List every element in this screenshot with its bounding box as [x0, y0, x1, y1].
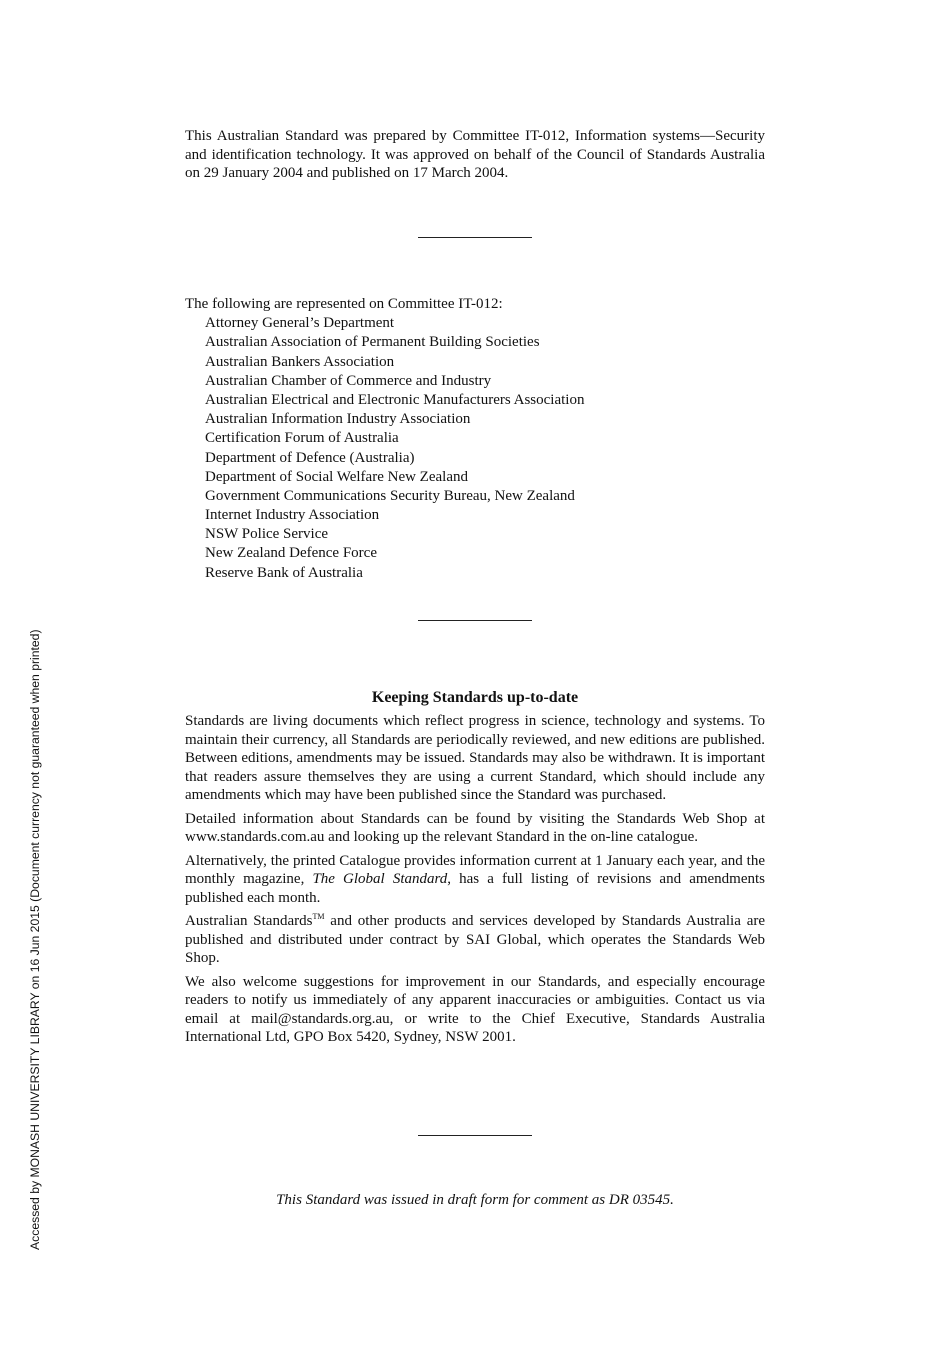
paragraph-catalogue — [185, 852, 765, 908]
trademark-mark: TM — [312, 912, 325, 921]
committee-intro: The following are represented on Committee IT-012: — [185, 296, 503, 312]
section-heading: Keeping Standards up-to-date — [371, 689, 579, 706]
list-item: Australian Chamber of Commerce and Industry — [205, 372, 492, 389]
list-item: Internet Industry Association — [205, 507, 380, 524]
list-item: New Zealand Defence Force — [205, 545, 377, 562]
list-item: Australian Association of Permanent Building Societies — [205, 334, 540, 351]
committee-section — [185, 295, 765, 583]
list-item: Government Communications Security Bureau, New Zealand — [205, 487, 575, 504]
catalogue-text-end: , has a full listing of revisions and amendments published each month. — [185, 871, 766, 906]
magazine-title: The Global Standard — [312, 871, 448, 887]
list-item: Certification Forum of Australia — [205, 430, 399, 447]
list-item: Department of Social Welfare New Zealand — [205, 468, 468, 485]
access-watermark: Accessed by MONASH UNIVERSITY LIBRARY on 16 Jun 2015 (Document currency not guaranteed when printed) — [28, 629, 42, 1250]
keeping-standards-section — [185, 688, 765, 1052]
catalogue-text-start: Alternatively, the printed Catalogue provides information current at 1 January each year, and the monthly magazine, — [185, 852, 765, 887]
section-divider — [418, 620, 532, 621]
list-item: Reserve Bank of Australia — [205, 564, 363, 581]
list-item: Attorney General’s Department — [205, 315, 395, 332]
preparation-section — [185, 127, 765, 183]
section-divider — [418, 237, 532, 238]
paragraph-sai-global — [185, 912, 765, 968]
list-item: Department of Defence (Australia) — [205, 449, 415, 466]
list-item: Australian Bankers Association — [205, 353, 395, 370]
preparation-statement: This Australian Standard was prepared by Committee IT-012, Information systems—Security and identification technology. It was approved on behalf of the Council of Standards Australia on 29 January 2004 and published on 17 March 2004. — [185, 128, 765, 181]
sai-text-end: and other products and services developed by Standards Australia are published and distributed under contract by SAI Global, which operates the Standards Web Shop. — [185, 913, 766, 966]
list-item: NSW Police Service — [205, 526, 329, 543]
paragraph-feedback: We also welcome suggestions for improvement in our Standards, and especially encourage readers to notify us immediately of any apparent inaccuracies or ambiguities. Contact us via email at mail@standards.org.au, or write to the Chief Executive, Standards Australia International Ltd, GPO Box 5420, Sydney, NSW 2001. — [185, 973, 765, 1045]
list-item: Australian Information Industry Association — [205, 411, 471, 428]
paragraph-web-shop: Detailed information about Standards can be found by visiting the Standards Web Shop at www.standards.com.au and looking up the relevant Standard in the on-line catalogue. — [185, 810, 765, 845]
paragraph-living-documents: Standards are living documents which reflect progress in science, technology and systems. To maintain their currency, all Standards are periodically reviewed, and new editions are published. Between editions, amendments may be issued. Standards may also be withdrawn. It is important that readers assure themselves they are using a current Standard, which should include any amendments which may have been published since the Standard was purchased. — [185, 713, 765, 803]
draft-note: This Standard was issued in draft form for comment as DR 03545. — [276, 1192, 674, 1208]
committee-member-list — [185, 314, 765, 583]
list-item: Australian Electrical and Electronic Manufacturers Association — [205, 391, 585, 408]
section-divider — [418, 1135, 532, 1136]
sai-text-start: Australian Standards — [185, 913, 313, 929]
